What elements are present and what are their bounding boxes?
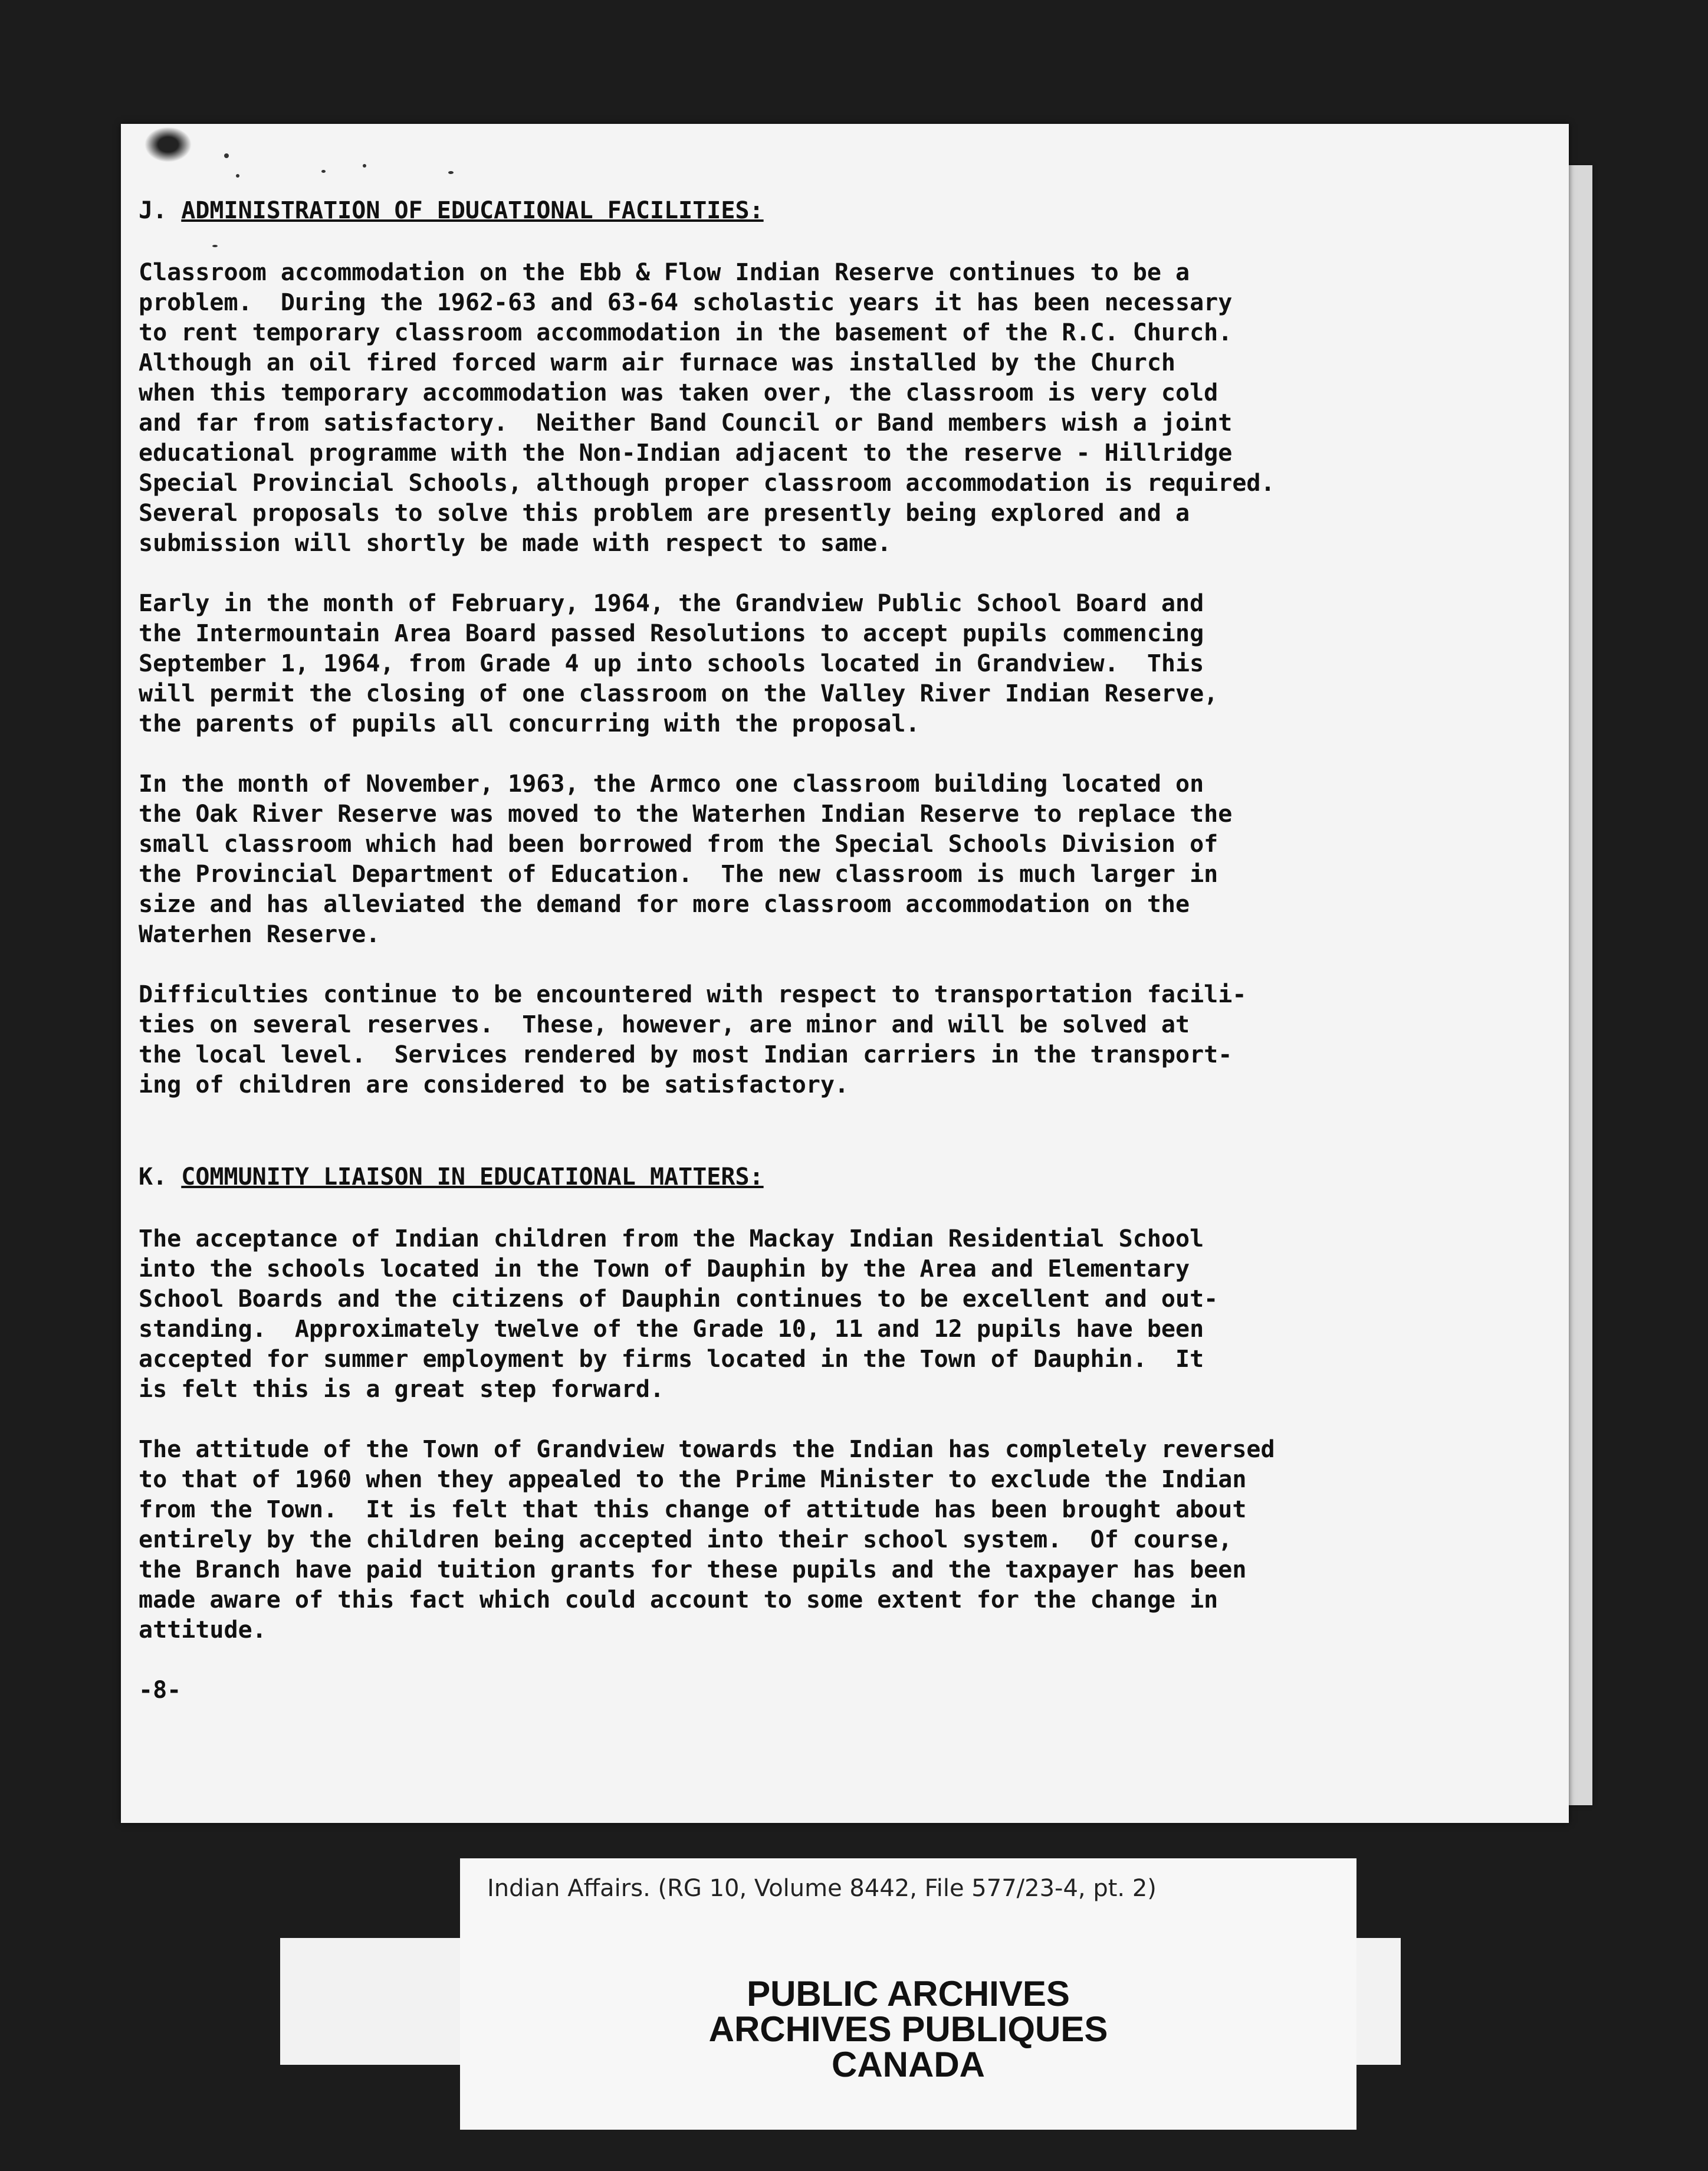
scan-speck bbox=[236, 174, 239, 178]
text-line: into the schools located in the Town of Dauphin by the Area and Elementary bbox=[139, 1255, 1190, 1283]
text-line: made aware of this fact which could account to some extent for the change in bbox=[139, 1586, 1218, 1614]
scan-speck bbox=[224, 153, 229, 158]
text-line: and far from satisfactory. Neither Band Council or Band members wish a joint bbox=[139, 409, 1233, 437]
text-line: to that of 1960 when they appealed to the Prime Minister to exclude the Indian bbox=[139, 1466, 1247, 1493]
text-line: the Provincial Department of Education. The new classroom is much larger in bbox=[139, 861, 1218, 888]
stamp-line-3: CANADA bbox=[832, 2045, 985, 2084]
text-line: The attitude of the Town of Grandview towards the Indian has completely reversed bbox=[139, 1436, 1275, 1463]
text-line: the Oak River Reserve was moved to the Waterhen Indian Reserve to replace the bbox=[139, 801, 1233, 828]
stamp-line-2: ARCHIVES PUBLIQUES bbox=[708, 2009, 1108, 2049]
text-line: The acceptance of Indian children from the Mackay Indian Residential School bbox=[139, 1225, 1204, 1252]
text-line: accepted for summer employment by firms located in the Town of Dauphin. It bbox=[139, 1346, 1204, 1373]
stamp-line-1: PUBLIC ARCHIVES bbox=[747, 1974, 1070, 2013]
archive-stamp bbox=[460, 1976, 1356, 2083]
text-line: School Boards and the citizens of Dauphin continues to be excellent and out- bbox=[139, 1285, 1218, 1313]
text-line: the Branch have paid tuition grants for these pupils and the taxpayer has been bbox=[139, 1556, 1247, 1583]
text-line: Early in the month of February, 1964, the Grandview Public School Board and bbox=[139, 590, 1204, 617]
text-line: Difficulties continue to be encountered with respect to transportation facili- bbox=[139, 981, 1247, 1008]
paragraph bbox=[139, 258, 1442, 559]
section-k-letter: K. bbox=[139, 1163, 167, 1191]
section-j-paragraphs bbox=[139, 258, 1442, 1100]
text-line: problem. During the 1962-63 and 63-64 scholastic years it has been necessary bbox=[139, 289, 1233, 316]
archive-reference: Indian Affairs. (RG 10, Volume 8442, File 577/23-4, pt. 2) bbox=[487, 1875, 1157, 1902]
scan-blot bbox=[144, 127, 192, 162]
paragraph bbox=[139, 769, 1442, 950]
text-line: when this temporary accommodation was taken over, the classroom is very cold bbox=[139, 379, 1218, 406]
text-line: educational programme with the Non-Indian adjacent to the reserve - Hillridge bbox=[139, 440, 1233, 467]
page-number: -8- bbox=[139, 1677, 182, 1704]
section-j-heading bbox=[139, 196, 1442, 226]
text-line: to rent temporary classroom accommodation in the basement of the R.C. Church. bbox=[139, 319, 1233, 346]
text-line: small classroom which had been borrowed from the Special Schools Division of bbox=[139, 831, 1218, 858]
document-body bbox=[139, 196, 1442, 1706]
text-line: ties on several reserves. These, however, are minor and will be solved at bbox=[139, 1011, 1190, 1038]
text-line: Classroom accommodation on the Ebb & Flow Indian Reserve continues to be a bbox=[139, 259, 1190, 286]
text-line: from the Town. It is felt that this change of attitude has been brought about bbox=[139, 1496, 1247, 1523]
text-line: Although an oil fired forced warm air furnace was installed by the Church bbox=[139, 349, 1175, 376]
text-line: entirely by the children being accepted into their school system. Of course, bbox=[139, 1526, 1233, 1553]
scan-speck bbox=[363, 164, 366, 168]
paragraph bbox=[139, 980, 1442, 1100]
section-k-paragraphs bbox=[139, 1224, 1442, 1645]
section-k-heading bbox=[139, 1162, 1442, 1192]
text-line: the parents of pupils all concurring with the proposal. bbox=[139, 710, 920, 737]
text-line: Special Provincial Schools, although proper classroom accommodation is required. bbox=[139, 470, 1275, 497]
text-line: Waterhen Reserve. bbox=[139, 921, 380, 948]
text-line: will permit the closing of one classroom on the Valley River Indian Reserve, bbox=[139, 680, 1218, 707]
text-line: September 1, 1964, from Grade 4 up into schools located in Grandview. This bbox=[139, 650, 1204, 677]
text-line: ing of children are considered to be satisfactory. bbox=[139, 1071, 849, 1098]
paragraph bbox=[139, 589, 1442, 739]
text-line: In the month of November, 1963, the Armco one classroom building located on bbox=[139, 770, 1204, 798]
paragraph bbox=[139, 1435, 1442, 1645]
paragraph bbox=[139, 1224, 1442, 1405]
section-j-letter: J. bbox=[139, 197, 167, 224]
text-line: standing. Approximately twelve of the Grade 10, 11 and 12 pupils have been bbox=[139, 1316, 1204, 1343]
text-line: the local level. Services rendered by most Indian carriers in the transport- bbox=[139, 1041, 1233, 1068]
text-line: the Intermountain Area Board passed Resolutions to accept pupils commencing bbox=[139, 620, 1204, 647]
section-j-title: ADMINISTRATION OF EDUCATIONAL FACILITIES: bbox=[181, 197, 764, 224]
text-line: submission will shortly be made with respect to same. bbox=[139, 530, 892, 557]
text-line: attitude. bbox=[139, 1616, 267, 1644]
scan-speck bbox=[448, 171, 454, 174]
text-line: is felt this is a great step forward. bbox=[139, 1376, 665, 1403]
text-line: size and has alleviated the demand for more classroom accommodation on the bbox=[139, 891, 1190, 918]
scan-speck bbox=[321, 170, 326, 173]
section-spacer bbox=[139, 1130, 1442, 1162]
text-line: Several proposals to solve this problem are presently being explored and a bbox=[139, 500, 1190, 527]
section-k-title: COMMUNITY LIAISON IN EDUCATIONAL MATTERS: bbox=[181, 1163, 764, 1191]
